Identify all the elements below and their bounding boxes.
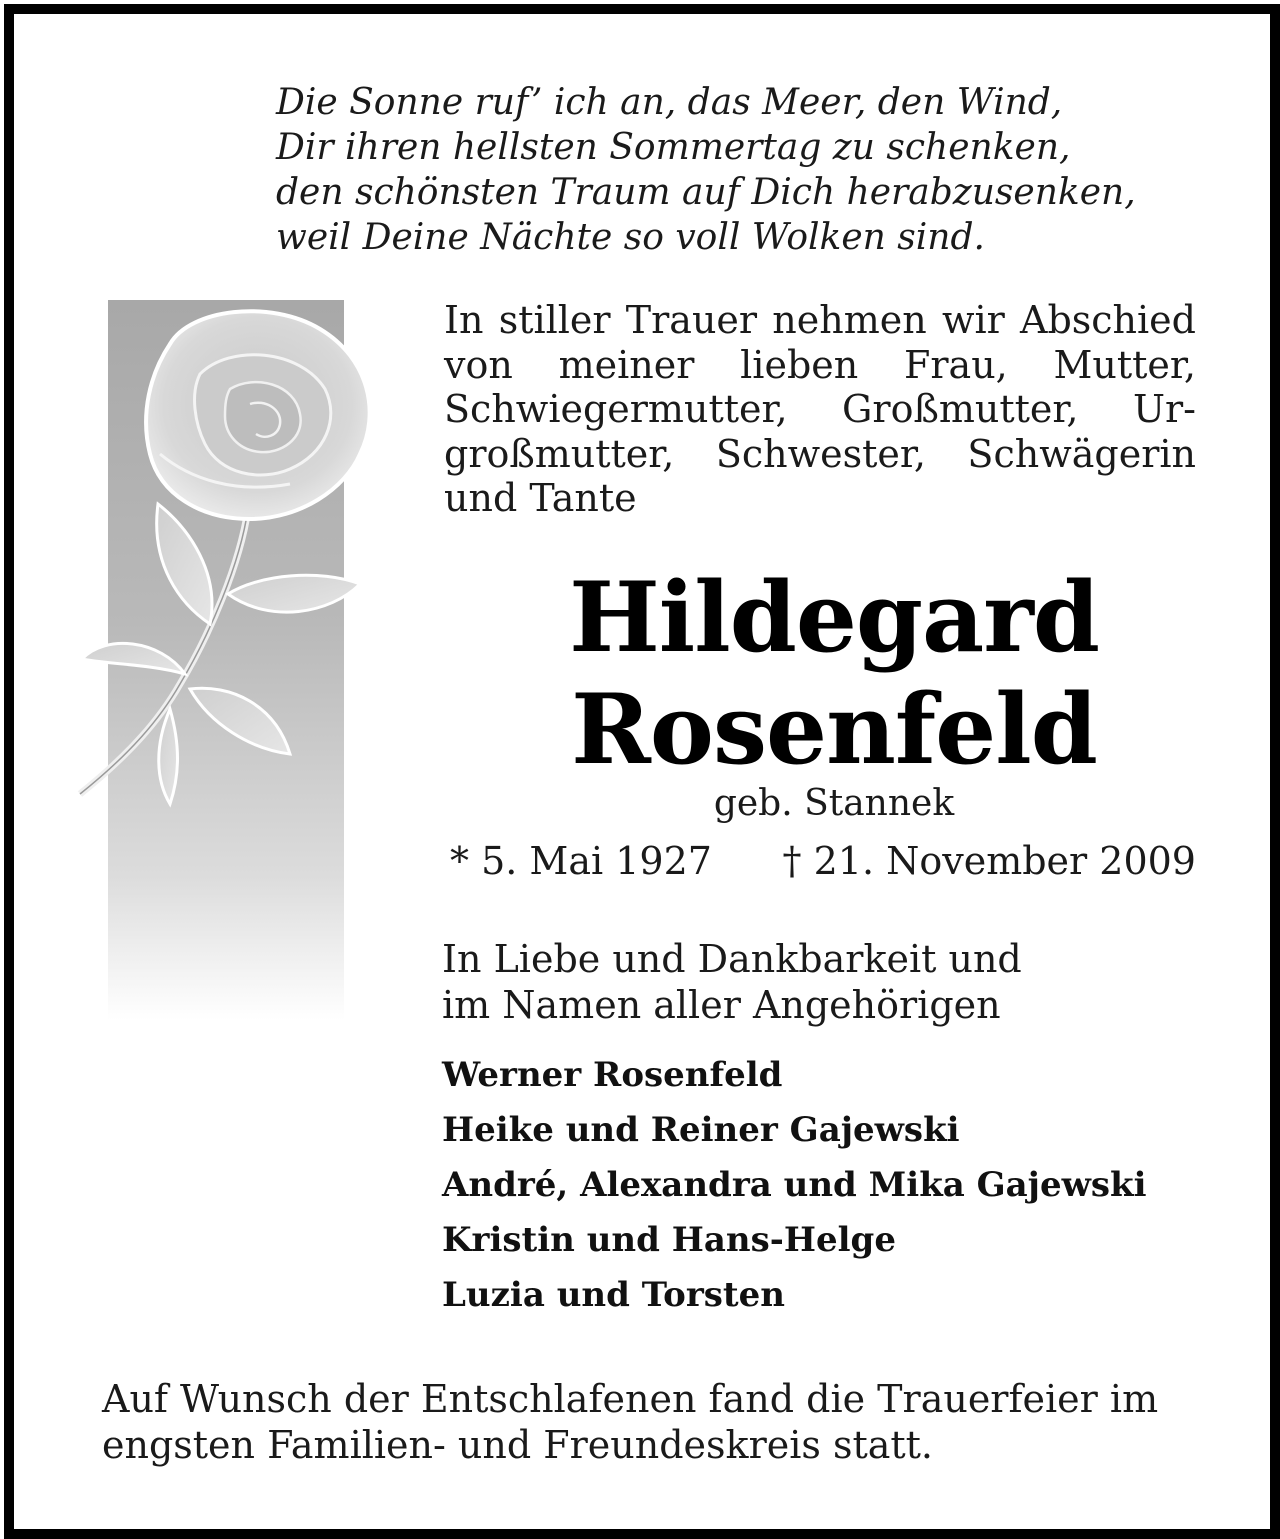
death-date: † 21. November 2009: [782, 839, 1196, 883]
intro-line: großmutter, Schwester, Schwägerin: [444, 431, 1196, 476]
intro-line: von meiner lieben Frau, Mutter,: [444, 342, 1196, 387]
deceased-first-name: Hildegard: [569, 561, 1099, 674]
funeral-note-line: engsten Familien- und Freundeskreis statt.: [102, 1423, 934, 1467]
thanks-line: In Liebe und Dankbarkeit und: [442, 937, 1022, 981]
notice-content: [14, 14, 1270, 1529]
life-dates: [450, 838, 1196, 884]
mourner-entry: Heike und Reiner Gajewski: [442, 1110, 960, 1150]
poem: [276, 80, 1236, 260]
intro-line: In stiller Trauer nehmen wir Abschied: [444, 298, 1196, 342]
funeral-note-line: Auf Wunsch der Entschlafenen fand die Trauerfeier im: [102, 1377, 1159, 1421]
poem-line: Die Sonne ruf’ ich an, das Meer, den Wind,: [276, 82, 1063, 123]
birth-date: * 5. Mai 1927: [450, 839, 712, 883]
poem-line: den schönsten Traum auf Dich herabzusenken,: [276, 172, 1136, 213]
deceased-last-name: Rosenfeld: [571, 673, 1097, 786]
poem-line: weil Deine Nächte so voll Wolken sind.: [276, 217, 985, 258]
notice-frame: [4, 4, 1280, 1539]
rose-icon: [60, 304, 400, 814]
mourners-list: [442, 1048, 1212, 1323]
intro-line: und Tante: [444, 476, 637, 520]
birth-name: geb. Stannek: [713, 783, 955, 824]
poem-line: Dir ihren hellsten Sommertag zu schenken,: [276, 127, 1071, 168]
funeral-note: [102, 1376, 1212, 1468]
deceased-name: [444, 562, 1224, 786]
thanks-text: [442, 936, 1202, 1028]
mourner-entry: Kristin und Hans-Helge: [442, 1220, 896, 1260]
intro-line: Schwiegermutter, Großmutter, Ur-: [444, 387, 1196, 431]
thanks-line: im Namen aller Angehörigen: [442, 983, 1001, 1027]
mourner-entry: André, Alexandra und Mika Gajewski: [442, 1165, 1147, 1205]
farewell-intro: [444, 298, 1196, 521]
mourner-entry: Luzia und Torsten: [442, 1275, 785, 1315]
mourner-entry: Werner Rosenfeld: [442, 1055, 783, 1095]
